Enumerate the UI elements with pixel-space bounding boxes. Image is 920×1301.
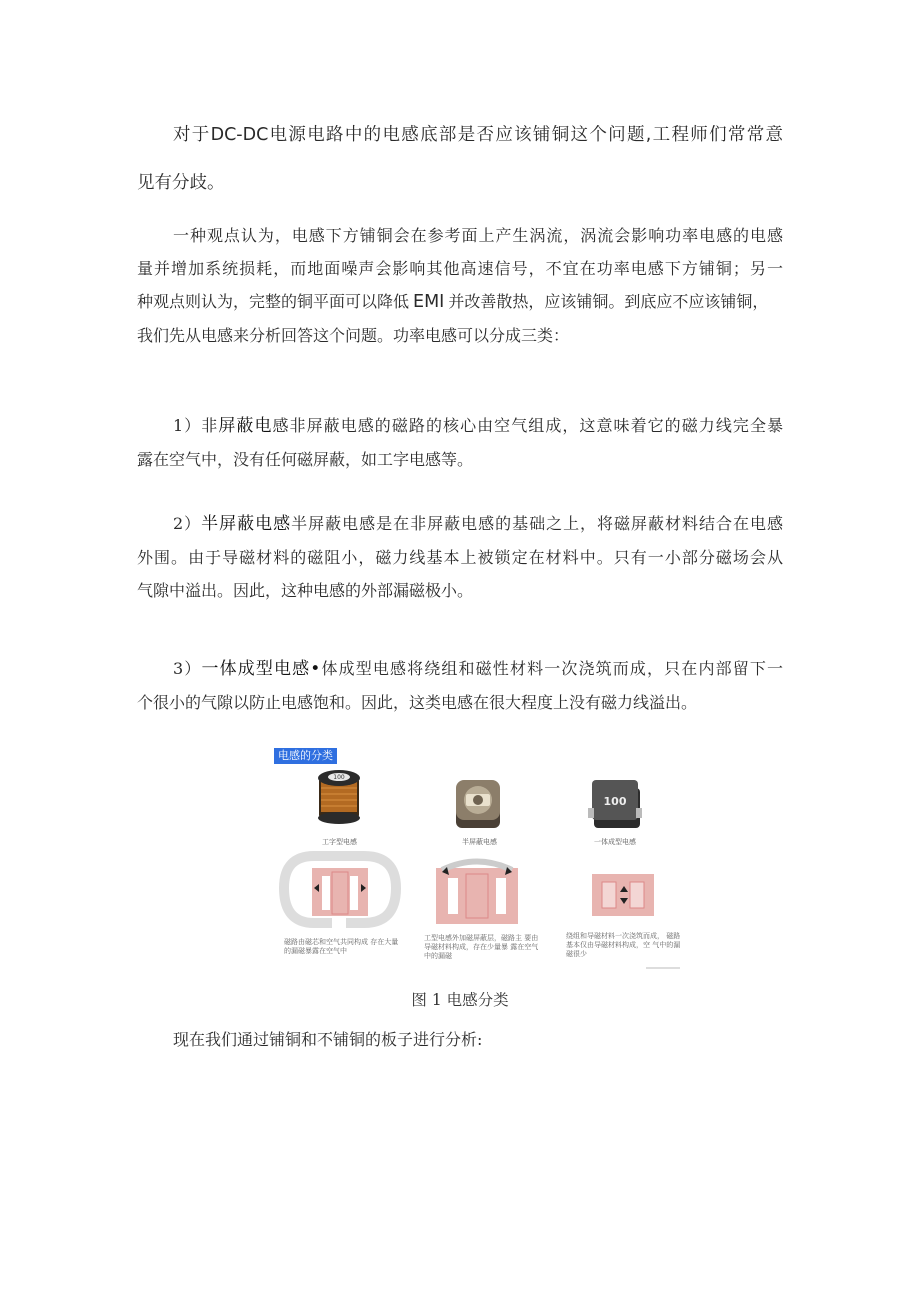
viewpoints-line-2: 量并增加系统损耗，而地面噪声会影响其他高速信号，不宜在功率电感下方铺铜；另一 bbox=[137, 259, 783, 278]
viewpoints-line-3a: 种观点则认为，完整的铜平面可以降低 bbox=[137, 292, 410, 311]
emi-term: EMI bbox=[413, 292, 445, 312]
item-unshielded bbox=[137, 409, 783, 476]
viewpoints-line-3 bbox=[137, 285, 783, 319]
item3-line-2: 个很小的气隙以防止电感饱和。因此，这类电感在很大程度上没有磁力线溢出。 bbox=[137, 693, 698, 712]
item3-number: 3） bbox=[173, 659, 202, 678]
viewpoints-line-4: 我们先从电感来分析回答这个问题。功率电感可以分成三类： bbox=[137, 326, 570, 345]
molded-chip-mark: 100 bbox=[603, 795, 627, 808]
item1-text-1: 感非屏蔽电感的磁路的核心由空气组成，这意味着它的磁力线完全暴 bbox=[272, 416, 783, 435]
inductor-classification-figure bbox=[274, 748, 686, 970]
semi-shielded-inductor-image bbox=[456, 780, 500, 828]
drum-chip-mark: 100 bbox=[333, 774, 345, 781]
figure-badge: 电感的分类 bbox=[274, 748, 337, 764]
closing-paragraph bbox=[137, 1023, 783, 1056]
figure-caption: 图 1 电感分类 bbox=[411, 991, 509, 1009]
item2-number: 2） bbox=[173, 514, 202, 533]
item2-text-1: 半屏蔽电感是在非屏蔽电感的基础之上，将磁屏蔽材料结合在电感 bbox=[291, 514, 783, 533]
viewpoints-paragraph bbox=[137, 219, 783, 352]
viewpoints-line-1: 一种观点认为，电感下方铺铜会在参考面上产生涡流，涡流会影响功率电感的电感 bbox=[173, 226, 783, 245]
item3-heading: 一体成型电感• bbox=[201, 659, 321, 679]
intro-line-2: 见有分歧。 bbox=[137, 173, 225, 193]
molded-flux-diagram bbox=[592, 874, 654, 916]
closing-line: 现在我们通过铺铜和不铺铜的板子进行分析: bbox=[173, 1030, 483, 1049]
semi-shielded-flux-diagram bbox=[436, 862, 518, 925]
item3-text-1: 体成型电感将绕组和磁性材料一次浇筑而成，只在内部留下一 bbox=[320, 659, 783, 678]
item1-line-2: 露在空气中，没有任何磁屏蔽，如工字电感等。 bbox=[137, 450, 474, 469]
item-molded bbox=[137, 652, 783, 719]
desc-drum-inductor: 磁路由磁芯和空气共同构成 存在大量的漏磁暴露在空气中 bbox=[284, 938, 399, 955]
item2-line-2: 外围。由于导磁材料的磁阻小，磁力线基本上被锁定在材料中。只有一小部分磁场会从 bbox=[137, 548, 783, 567]
intro-paragraph bbox=[137, 119, 783, 200]
drum-flux-diagram bbox=[284, 856, 396, 923]
item2-line-1 bbox=[137, 507, 783, 541]
label-molded: 一体成型电感 bbox=[594, 838, 636, 846]
item1-line-1 bbox=[137, 409, 783, 443]
label-drum-inductor: 工字型电感 bbox=[322, 838, 357, 846]
item-semi-shielded bbox=[137, 507, 783, 607]
desc-semi-shielded: 工型电感外加磁屏蔽层，磁路主 要由导磁材料构成，存在少量暴 露在空气中的漏磁 bbox=[424, 934, 539, 960]
item2-line-3: 气隙中溢出。因此，这种电感的外部漏磁极小。 bbox=[137, 581, 474, 600]
item1-heading: 屏蔽电 bbox=[218, 416, 273, 436]
intro-line-1: 对于DC-DC电源电路中的电感底部是否应该铺铜这个问题,工程师们常常意 bbox=[173, 125, 783, 145]
label-semi-shielded: 半屏蔽电感 bbox=[462, 838, 497, 846]
item2-heading: 半屏蔽电感 bbox=[201, 514, 292, 534]
desc-molded: 绕组和导磁材料一次浇筑而成， 磁路基本仅由导磁材料构成，空 气中的漏磁很少 bbox=[566, 932, 681, 958]
viewpoints-line-3c: 并改善散热，应该铺铜。到底应不应该铺铜， bbox=[448, 292, 769, 311]
item3-line-1 bbox=[137, 652, 783, 686]
item1-number: 1）非 bbox=[173, 416, 219, 435]
